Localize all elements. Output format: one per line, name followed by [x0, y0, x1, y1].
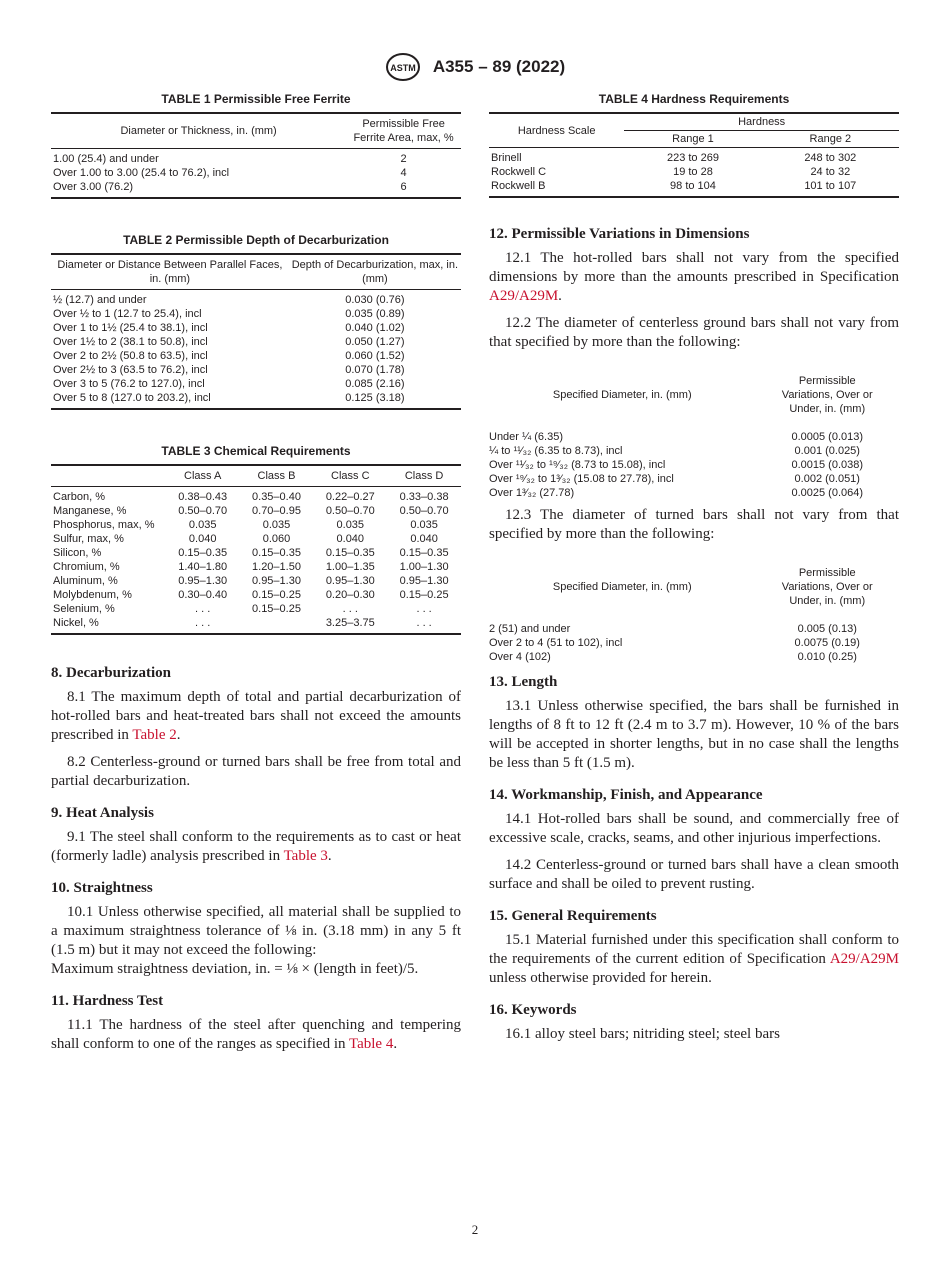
table-1-cell: 4	[400, 167, 407, 179]
paragraph-text: 15.1 Material furnished under this specification shall conform to the requirements of the current edition of Specification	[489, 932, 899, 967]
centerless-variation-cell: Under ¼ (6.35)	[489, 431, 563, 443]
turned-variation-cell: 0.010 (0.25)	[797, 651, 857, 663]
table-3-cell: 1.00–1.35	[325, 561, 375, 573]
table-1-row	[51, 166, 461, 180]
table-2-cell: 0.040 (1.02)	[345, 322, 405, 334]
left-sections	[51, 665, 461, 1054]
table-3-cell: . . .	[195, 603, 211, 615]
table-3-cell: 0.33–0.38	[399, 491, 449, 503]
paragraph	[489, 1025, 899, 1044]
table-3-cell: 0.50–0.70	[399, 505, 449, 517]
table-4-header-range-1: Range 1	[672, 133, 714, 145]
table-3-cell: 0.70–0.95	[252, 505, 301, 517]
table-3-cell: Nickel, %	[53, 617, 99, 629]
table-3-cell: 0.035	[410, 519, 438, 531]
table-3-cell: Silicon, %	[53, 547, 102, 559]
table-3-row	[51, 546, 461, 560]
table-4-cell: 19 to 28	[673, 166, 713, 178]
table-2-cell: 0.030 (0.76)	[345, 294, 405, 306]
paragraph-text: .	[176, 727, 181, 743]
paragraph	[51, 753, 461, 791]
table-2-row	[51, 391, 461, 409]
paragraph	[489, 810, 899, 848]
table-2-row	[51, 363, 461, 377]
turned-variation-cell: 2 (51) and under	[489, 623, 571, 635]
table-3-cell: 0.035	[188, 519, 217, 531]
centerless-variation-table	[489, 360, 899, 500]
table-3-cell: 0.95–1.30	[399, 575, 449, 587]
paragraph	[489, 856, 899, 894]
section	[51, 665, 461, 791]
table-4-header-hardness: Hardness	[624, 113, 899, 131]
table-1-cell: 6	[400, 181, 407, 193]
table-3-cell: . . .	[416, 617, 432, 629]
paragraph	[51, 688, 461, 745]
section-heading: 16. Keywords	[489, 1002, 577, 1018]
table-2-cell: 0.070 (1.78)	[345, 364, 405, 376]
table-2-row	[51, 290, 461, 308]
section-heading: 11. Hardness Test	[51, 993, 164, 1009]
centerless-variation-cell: 0.002 (0.051)	[794, 473, 860, 485]
table-3-cell: Aluminum, %	[53, 575, 118, 587]
table-3-row	[51, 518, 461, 532]
table-4-row	[489, 165, 899, 179]
table-3-cell: 0.035	[262, 519, 291, 531]
section	[489, 787, 899, 894]
paragraph	[51, 828, 461, 866]
table-3-cell: 0.040	[188, 533, 217, 545]
table-3-cell: Molybdenum, %	[53, 589, 132, 601]
section-12	[489, 226, 899, 664]
table-2-cell: 0.060 (1.52)	[345, 350, 405, 362]
table-1-header-diameter: Diameter or Thickness, in. (mm)	[120, 125, 277, 137]
cross-reference-link[interactable]: Table 2	[132, 727, 177, 743]
table-3-cell: Carbon, %	[53, 491, 105, 503]
table-4-header-range-2: Range 2	[809, 133, 852, 145]
cross-reference-link[interactable]: A29/A29M	[829, 951, 899, 967]
table-2-header-depth: Depth of Decarburization, max, in. (mm)	[291, 259, 459, 285]
straightness-formula: Maximum straightness deviation, in. = ⅛ × (length in feet)/5.	[51, 961, 419, 977]
table-3	[51, 444, 461, 635]
table-4-row	[489, 179, 899, 197]
table-1-cell: 2	[400, 153, 407, 165]
turned-variation-row	[489, 622, 899, 636]
table-3-row	[51, 602, 461, 616]
table-3-header-blank	[51, 465, 166, 487]
section	[51, 805, 461, 866]
table-3-cell: 0.95–1.30	[325, 575, 375, 587]
centerless-variation-cell: 0.001 (0.025)	[794, 445, 860, 457]
table-2-header-diameter: Diameter or Distance Between Parallel Faces, in. (mm)	[57, 259, 283, 285]
table-2	[51, 233, 461, 410]
table-3-row	[51, 532, 461, 546]
turned-variation-row	[489, 650, 899, 664]
table-3-cell: 0.15–0.25	[252, 589, 301, 601]
table-3-cell: 0.15–0.35	[252, 547, 301, 559]
table-3-cell: 0.15–0.35	[325, 547, 375, 559]
section-heading: 14. Workmanship, Finish, and Appearance	[489, 787, 763, 803]
table-4-caption: TABLE 4 Hardness Requirements	[598, 92, 790, 106]
table-2-row	[51, 377, 461, 391]
turned-variation-cell: 0.005 (0.13)	[797, 623, 857, 635]
document-designation: A355 – 89 (2022)	[432, 57, 566, 76]
paragraph-text: 8.1 The maximum depth of total and partial decarburization of hot-rolled bars and heat-treated bars shall not exceed the amounts prescribed in	[51, 689, 461, 743]
table-3-cell: 1.40–1.80	[178, 561, 228, 573]
table-3-cell: 3.25–3.75	[325, 617, 375, 629]
table-3-cell: 0.15–0.25	[399, 589, 449, 601]
table-3-body	[51, 487, 461, 635]
paragraph-text: 8.2 Centerless-ground or turned bars shall be free from total and partial decarburization.	[51, 754, 461, 789]
paragraph	[489, 931, 899, 988]
table-3-row	[51, 504, 461, 518]
centerless-variation-row	[489, 472, 899, 486]
table-3-cell: 0.95–1.30	[178, 575, 228, 587]
section	[489, 1002, 899, 1044]
cross-reference-link[interactable]: Table 3	[283, 848, 328, 864]
table-3-header-class-a: Class A	[184, 470, 222, 482]
centerless-variation-cell: 0.0015 (0.038)	[791, 459, 864, 471]
table-2-row	[51, 307, 461, 321]
table-3-cell: 0.22–0.27	[325, 491, 375, 503]
astm-logo	[385, 52, 421, 82]
table-2-cell: 0.035 (0.89)	[345, 308, 405, 320]
table-3-header-class-c: Class C	[331, 470, 370, 482]
table-3-cell: Sulfur, max, %	[53, 533, 124, 545]
table-3-cell: 0.035	[336, 519, 365, 531]
table-2-cell: Over 2½ to 3 (63.5 to 76.2), incl	[53, 364, 208, 376]
centerless-variation-row	[489, 458, 899, 472]
paragraph-text: 16.1 alloy steel bars; nitriding steel; steel bars	[505, 1026, 780, 1042]
table-2-body	[51, 290, 461, 410]
table-3-cell: 1.00–1.30	[399, 561, 449, 573]
table-3-cell: 0.15–0.35	[399, 547, 449, 559]
paragraph-12-1: 12.1 The hot-rolled bars shall not vary from the specified dimensions by more than the amounts prescribed in Specification A29/A29M.	[489, 250, 899, 304]
centerless-variation-row	[489, 444, 899, 458]
table-2-cell: Over 1½ to 2 (38.1 to 50.8), incl	[53, 336, 208, 348]
paragraph-text: .	[393, 1036, 398, 1052]
centerless-variation-row	[489, 486, 899, 500]
table-2-cell: Over 5 to 8 (127.0 to 203.2), incl	[53, 392, 211, 404]
table-3-cell: . . .	[342, 603, 358, 615]
section	[489, 674, 899, 773]
paragraph-12-3: 12.3 The diameter of turned bars shall not vary from that specified by more than the following:	[489, 507, 899, 542]
paragraph	[51, 903, 461, 960]
table-1-cell: Over 3.00 (76.2)	[53, 181, 134, 193]
paragraph	[51, 1016, 461, 1054]
page-header	[0, 52, 950, 82]
turned-variation-cell: 0.0075 (0.19)	[794, 637, 860, 649]
table-2-cell: Over ½ to 1 (12.7 to 25.4), incl	[53, 308, 202, 320]
turned-variation-table	[489, 552, 899, 664]
table-3-cell: 0.50–0.70	[325, 505, 375, 517]
paragraph-text: 10.1 Unless otherwise specified, all material shall be supplied to a maximum straightness tolerance of ⅛ in. (3.18 mm) in any 5 ft (1.5 m) but it may not exceed the following:	[51, 904, 461, 958]
table-3-cell: 0.50–0.70	[178, 505, 228, 517]
centerless-header-diameter: Specified Diameter, in. (mm)	[552, 389, 692, 401]
cross-reference-link[interactable]: Table 4	[348, 1036, 394, 1052]
turned-header-diameter: Specified Diameter, in. (mm)	[552, 581, 692, 593]
table-3-cell: 1.20–1.50	[252, 561, 301, 573]
table-3-row	[51, 588, 461, 602]
table-3-cell: 0.20–0.30	[325, 589, 375, 601]
table-2-cell: 0.050 (1.27)	[345, 336, 405, 348]
table-1-row	[51, 149, 461, 167]
right-sections	[489, 674, 899, 1044]
table-1-header-ferrite: Permissible Free Ferrite Area, max, %	[353, 118, 454, 144]
table-2-cell: Over 1 to 1½ (25.4 to 38.1), incl	[53, 322, 208, 334]
section-heading: 10. Straightness	[51, 880, 153, 896]
section-heading: 9. Heat Analysis	[51, 805, 154, 821]
table-3-header-class-b: Class B	[257, 470, 296, 482]
table-3-cell: 0.040	[410, 533, 438, 545]
centerless-variation-cell: 0.0005 (0.013)	[791, 431, 864, 443]
table-2-cell: Over 2 to 2½ (50.8 to 63.5), incl	[53, 350, 208, 362]
table-4-cell: 101 to 107	[804, 180, 857, 192]
table-3-cell: 0.30–0.40	[178, 589, 228, 601]
table-3-header-class-d: Class D	[404, 470, 444, 482]
paragraph-text: 9.1 The steel shall conform to the requirements as to cast or heat (formerly ladle) analysis prescribed in	[51, 829, 461, 864]
table-4-header-scale: Hardness Scale	[517, 124, 596, 137]
table-3-cell: 0.15–0.35	[178, 547, 228, 559]
table-1-body	[51, 149, 461, 199]
table-3-cell: . . .	[195, 617, 211, 629]
turned-variation-body	[489, 622, 899, 664]
table-3-cell: Selenium, %	[53, 603, 115, 615]
paragraph	[489, 697, 899, 773]
centerless-variation-cell: Over ¹⁹⁄₃₂ to 1³⁄₃₂ (15.08 to 27.78), incl	[489, 473, 674, 485]
table-3-row	[51, 574, 461, 588]
paragraph-text: unless otherwise provided for herein.	[489, 970, 712, 986]
table-2-row	[51, 335, 461, 349]
table-3-cell: Chromium, %	[53, 561, 120, 573]
table-4-cell: Rockwell C	[491, 166, 547, 178]
paragraph-text: 14.1 Hot-rolled bars shall be sound, and commercially free of excessive scale, cracks, seams, and other injurious imperfections.	[489, 811, 899, 846]
table-3-cell: 0.95–1.30	[252, 575, 301, 587]
table-2-cell: ½ (12.7) and under	[53, 294, 147, 306]
left-column	[51, 92, 461, 1068]
table-4-row	[489, 148, 899, 166]
section	[51, 880, 461, 979]
table-3-cell: 0.040	[336, 533, 365, 545]
section-heading: 15. General Requirements	[489, 908, 657, 924]
table-1-cell: 1.00 (25.4) and under	[53, 153, 159, 165]
logo-text: ASTM	[390, 63, 416, 73]
table-1	[51, 92, 461, 199]
table-3-cell: 0.060	[262, 533, 291, 545]
page-number: 2	[471, 1222, 479, 1237]
table-3-cell: 0.35–0.40	[252, 491, 301, 503]
table-3-cell: 0.15–0.25	[252, 603, 301, 615]
table-4-cell: 24 to 32	[810, 166, 851, 178]
table-4-cell: Brinell	[491, 152, 522, 164]
paragraph-text: 13.1 Unless otherwise specified, the bars shall be furnished in lengths of 8 ft to 12 ft (2.4 m to 3.7 m). However, 10 % of the bars will be accepted in shorter lengths, but in no case shall the lengths be less than 5 ft (1.5 m).	[489, 698, 899, 771]
table-3-row	[51, 616, 461, 634]
table-3-row	[51, 560, 461, 574]
table-4-cell: 248 to 302	[804, 152, 857, 164]
table-3-cell	[240, 616, 314, 634]
section-12-heading: 12. Permissible Variations in Dimensions	[489, 226, 750, 242]
table-4-cell: 98 to 104	[670, 180, 716, 192]
table-2-row	[51, 349, 461, 363]
table-2-cell: Over 3 to 5 (76.2 to 127.0), incl	[53, 378, 205, 390]
table-3-row	[51, 487, 461, 505]
table-1-row	[51, 180, 461, 198]
paragraph-12-2: 12.2 The diameter of centerless ground bars shall not vary from that specified by more than the following:	[489, 315, 899, 350]
table-4-cell: 223 to 269	[666, 152, 719, 164]
table-4-body	[489, 148, 899, 198]
paragraph-text: 14.2 Centerless-ground or turned bars shall have a clean smooth surface and shall be oiled to prevent rusting.	[489, 857, 899, 892]
section-heading: 13. Length	[489, 674, 558, 690]
centerless-header-variation: Permissible Variations, Over or Under, in. (mm)	[781, 375, 873, 415]
right-column	[489, 92, 899, 1058]
turned-variation-cell: Over 2 to 4 (51 to 102), incl	[489, 637, 623, 649]
table-3-cell: . . .	[416, 603, 432, 615]
paragraph-text: .	[327, 848, 332, 864]
centerless-variation-row	[489, 430, 899, 444]
table-1-caption: TABLE 1 Permissible Free Ferrite	[161, 92, 351, 106]
centerless-variation-cell: ¼ to ¹¹⁄₃₂ (6.35 to 8.73), incl	[489, 445, 623, 457]
table-3-caption: TABLE 3 Chemical Requirements	[161, 444, 351, 458]
centerless-variation-body	[489, 430, 899, 500]
table-3-cell: Manganese, %	[53, 505, 127, 517]
table-2-cell: 0.125 (3.18)	[345, 392, 405, 404]
table-4	[489, 92, 899, 198]
section-heading: 8. Decarburization	[51, 665, 171, 681]
section	[489, 908, 899, 988]
table-2-cell: 0.085 (2.16)	[345, 378, 405, 390]
centerless-variation-cell: Over ¹¹⁄₃₂ to ¹⁹⁄₃₂ (8.73 to 15.08), incl	[489, 459, 666, 471]
turned-variation-cell: Over 4 (102)	[489, 651, 551, 663]
table-2-caption: TABLE 2 Permissible Depth of Decarburization	[123, 233, 389, 247]
centerless-variation-cell: 0.0025 (0.064)	[791, 487, 864, 499]
ref-a29[interactable]: A29/A29M	[489, 288, 559, 304]
turned-header-variation: Permissible Variations, Over or Under, in. (mm)	[781, 567, 873, 607]
centerless-variation-cell: Over 1³⁄₃₂ (27.78)	[489, 487, 575, 499]
section	[51, 993, 461, 1054]
paragraph-text: 11.1 The hardness of the steel after quenching and tempering shall conform to one of the ranges as specified in	[51, 1017, 461, 1052]
table-1-cell: Over 1.00 to 3.00 (25.4 to 76.2), incl	[53, 167, 230, 179]
table-2-row	[51, 321, 461, 335]
turned-variation-row	[489, 636, 899, 650]
table-3-cell: Phosphorus, max, %	[53, 519, 155, 531]
table-3-cell: 0.38–0.43	[178, 491, 228, 503]
table-4-cell: Rockwell B	[491, 180, 546, 192]
